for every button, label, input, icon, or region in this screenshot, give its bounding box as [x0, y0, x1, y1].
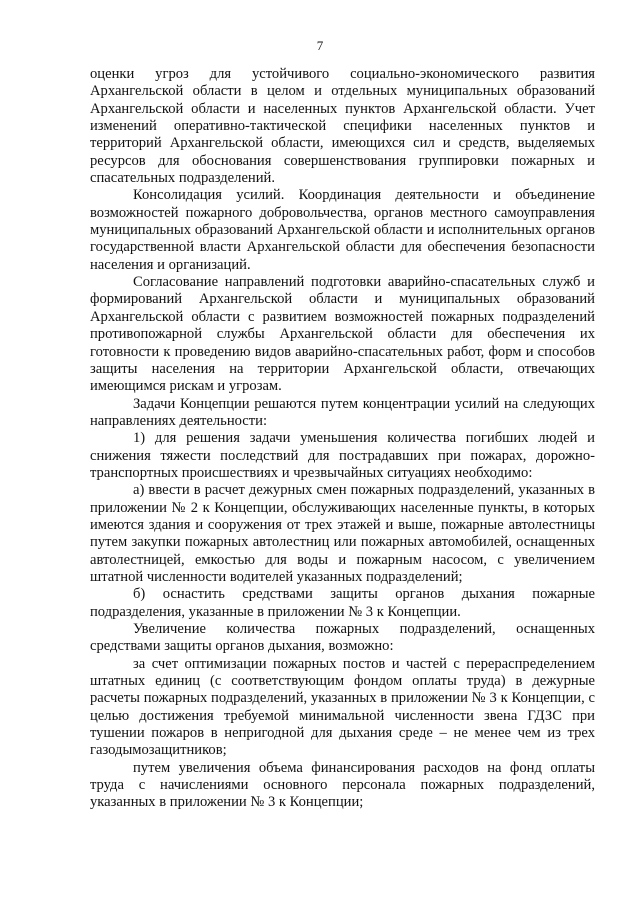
paragraph-funding: путем увеличения объема финансирования расходов на фонд оплаты труда с начислениями основного персонала пожарных подразделений, указанных в приложении № 3 к Концепции; [90, 759, 595, 811]
paragraph-consolidation: Консолидация усилий. Координация деятельности и объединение возможностей пожарного добровольчества, органов местного самоуправления муниципальных образований Архангельской области и исполнительных органов государственной власти Архангельской области для обеспечения безопасности населения и организаций. [90, 187, 595, 273]
paragraph-coordination-training: Согласование направлений подготовки аварийно-спасательных служб и формирований Архангельской области и муниципальных образований Архангельской области с развитием возможностей пожарных подразделений противопожарной службы Архангельской области для обеспечения их готовности к проведению видов аварийно-спасательных работ, форм и способов защиты населения на территории Архангельской области, отвечающих имеющимся рискам и угрозам. [90, 274, 595, 395]
paragraph-threat-assessment: оценки угроз для устойчивого социально-экономического развития Архангельской области в целом и отдельных муниципальных образований Архангельской области и населенных пунктов Архангельской области. Учет изменений оперативно-тактической специфики населенных пунктов и территорий Архангельской области, имеющихся сил и средств, выделяемых ресурсов для обоснования совершенствования группировки пожарных и спасательных подразделений. [90, 66, 595, 187]
paragraph-tasks-intro: Задачи Концепции решаются путем концентрации усилий на следующих направлениях деятельности: [90, 395, 595, 429]
document-body [90, 66, 595, 812]
paragraph-optimization: за счет оптимизации пожарных постов и частей с перераспределением штатных единиц (с соответствующим фондом оплаты труда) в дежурные расчеты пожарных подразделений, указанных в приложении № 3 к Концепции, с целью достижения требуемой минимальной численности звена ГДЗС при тушении пожаров в непригодной для дыхания среде – не менее чем из трех газодымозащитников; [90, 655, 595, 759]
list-item-1b: б) оснастить средствами защиты органов дыхания пожарные подразделения, указанные в приложении № 3 к Концепции. [90, 586, 595, 620]
list-item-1a: а) ввести в расчет дежурных смен пожарных подразделений, указанных в приложении № 2 к Концепции, обслуживающих населенные пункты, в которых имеются здания и сооружения от трех этажей и выше, пожарные автолестницы путем закупки пожарных автолестниц или пожарных автомобилей, оснащенных автолестницей, емкостью для воды и пожарным насосом, с увеличением штатной численности водителей указанных подразделений; [90, 482, 595, 585]
page-number: 7 [316, 38, 324, 53]
list-item-1: 1) для решения задачи уменьшения количества погибших людей и снижения тяжести последствий для пострадавших при пожарах, дорожно-транспортных происшествиях и чрезвычайных ситуациях необходимо: [90, 430, 595, 481]
paragraph-breathing-protection: Увеличение количества пожарных подразделений, оснащенных средствами защиты органов дыхания, возможно: [90, 621, 595, 655]
